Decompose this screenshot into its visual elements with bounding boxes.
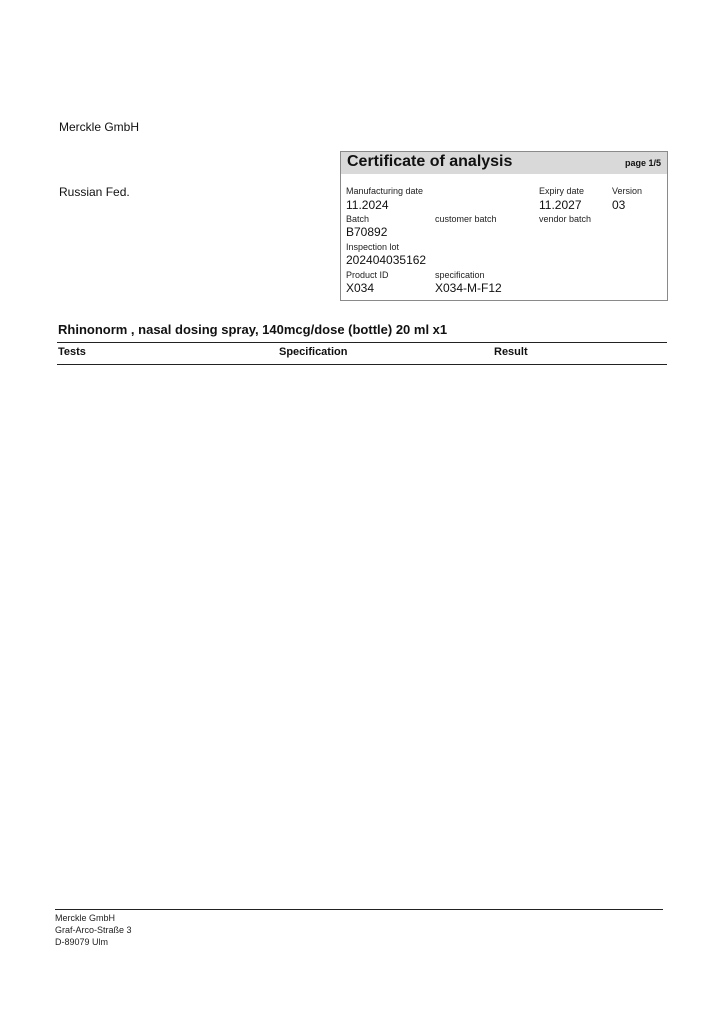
expiry-date-value: 11.2027 — [539, 198, 582, 212]
certificate-header — [341, 152, 667, 174]
specification-label: specification — [435, 270, 485, 280]
table-header-rule — [57, 364, 667, 365]
inspection-lot-label: Inspection lot — [346, 242, 400, 252]
customer-batch-label: customer batch — [435, 214, 497, 224]
batch-label: Batch — [346, 214, 370, 224]
product-title: Rhinonorm , nasal dosing spray, 140mcg/dose (bottle) 20 ml x1 — [58, 322, 448, 337]
specification-value: X034-M-F12 — [435, 281, 502, 295]
footer-city: D-89079 Ulm — [55, 937, 109, 947]
version-value: 03 — [612, 198, 626, 212]
table-top-rule — [57, 342, 667, 343]
column-header-specification: Specification — [279, 346, 348, 358]
page-number: page 1/5 — [624, 158, 661, 168]
expiry-date-label: Expiry date — [539, 186, 585, 196]
footer-company: Merckle GmbH — [55, 913, 116, 923]
manufacturing-date-label: Manufacturing date — [346, 186, 424, 196]
certificate-box — [340, 151, 668, 301]
certificate-title: Certificate of analysis — [347, 153, 513, 170]
footer-rule — [55, 909, 663, 910]
product-id-label: Product ID — [346, 270, 389, 280]
product-id-value: X034 — [346, 281, 375, 295]
inspection-lot-value: 202404035162 — [346, 253, 427, 267]
sender-company: Merckle GmbH — [59, 120, 140, 134]
manufacturing-date-value: 11.2024 — [346, 198, 389, 212]
footer-street: Graf-Arco-Straße 3 — [55, 925, 132, 935]
batch-value: B70892 — [346, 225, 388, 239]
sender-country: Russian Fed. — [59, 185, 130, 199]
version-label: Version — [612, 186, 643, 196]
vendor-batch-label: vendor batch — [539, 214, 592, 224]
column-header-tests: Tests — [58, 346, 86, 358]
column-header-result: Result — [494, 346, 528, 358]
